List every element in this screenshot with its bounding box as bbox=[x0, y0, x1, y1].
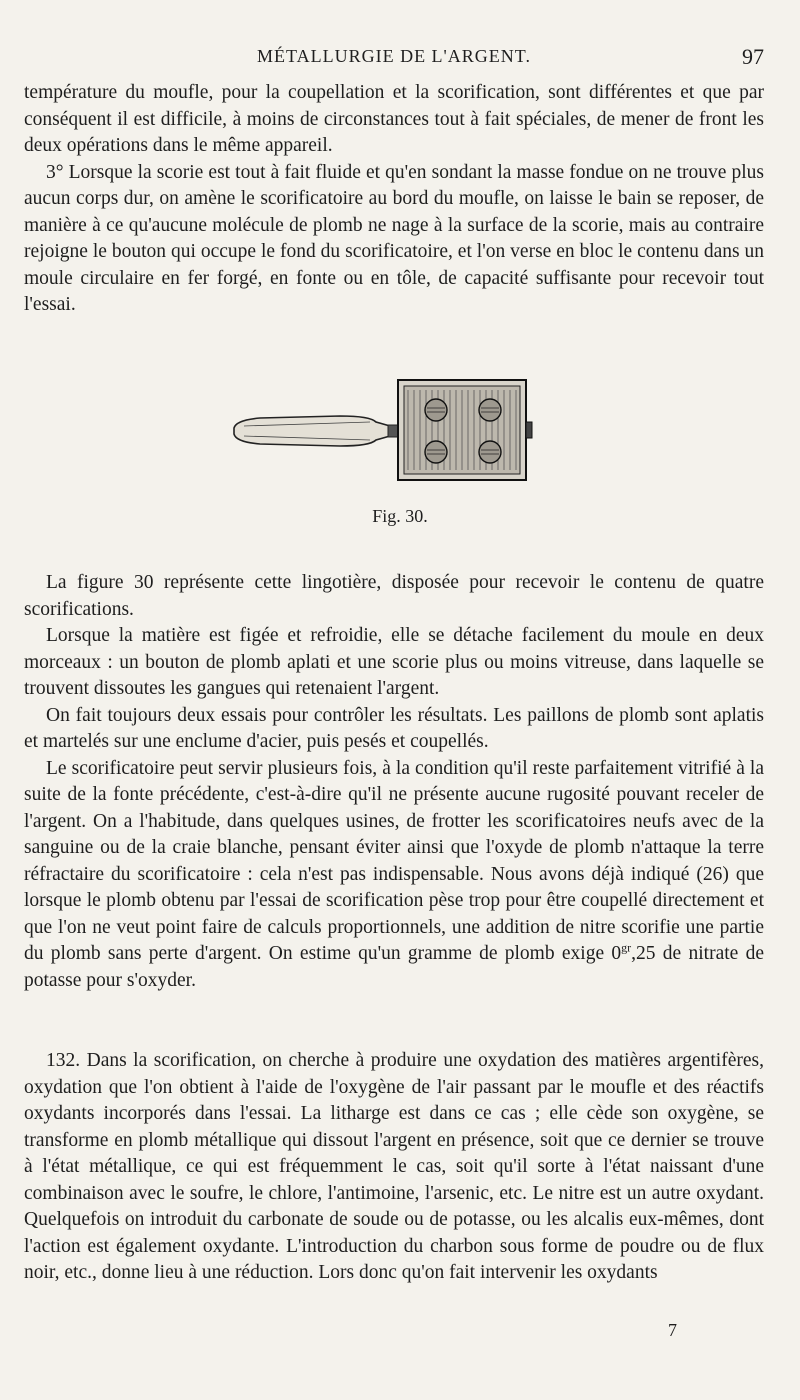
signature-mark: 7 bbox=[668, 1320, 677, 1340]
page-header bbox=[24, 44, 764, 74]
paragraph bbox=[24, 756, 764, 995]
text-block-bottom bbox=[24, 1048, 764, 1287]
text-block-top bbox=[24, 80, 764, 319]
paragraph: 3° Lorsque la scorie est tout à fait fluide et qu'en sondant la masse fondue on ne trouve plus aucun corps dur, on amène le scorificatoire au bord du moufle, on laisse le bain se reposer, de manière à ce qu'aucune molécule de plomb ne nage à la surface de la scorie, mais au contraire rejoigne le bouton qui occupe le fond du scorificatoire, et l'on verse en bloc le contenu dans un moule circulaire en fer forgé, en fonte ou en tôle, de capacité suffisante pour recevoir tout l'essai. bbox=[24, 161, 764, 315]
page-number: 97 bbox=[742, 44, 764, 69]
mould-lug bbox=[526, 422, 532, 438]
paragraph: 132. Dans la scorification, on cherche à produire une oxydation des matières argentifères, oxydation que l'on obtient à l'aide de l'oxygène de l'air passant par le moufle et des réactifs oxydants incorporés dans l'essai. La litharge est dans ce cas ; elle cède son oxygène, se transforme en plomb métallique qui dissout l'argent en présence, soit que ce dernier se trouve à l'état métallique, ce qui est fréquemment le cas, soit qu'il sorte à l'état naissant d'une combinaison avec le soufre, le chlore, l'antimoine, l'arsenic, etc. Le nitre est un autre oxydant. Quelquefois on introduit du carbonate de soude ou de potasse, ou les alcalis eux-mêmes, dont l'action est également oxydante. L'introduction du charbon sous forme de poudre ou de flux noir, etc., donne lieu à une réduction. Lors donc qu'on fait intervenir les oxydants bbox=[24, 1050, 764, 1283]
ingot-mould-figure bbox=[230, 370, 540, 490]
paragraph-text: Le scorificatoire peut servir plusieurs fois, à la condition qu'il reste parfaitement vitrifié à la suite de la fonte précédente, c'est-à-dire qu'il ne présente aucune rugosité pouvant receler de l'argent. On a l'habitude, dans quelques usines, de frotter les scorificatoires neufs avec de la sanguine ou de la craie blanche, pensant éviter ainsi que l'oxyde de plomb n'attaque la terre réfractaire du scorificatoire : cela n'est pas indispensable. Nous avons déjà indiqué (26) que lorsque le plomb obtenu par l'essai de scorification pèse trop pour être coupellé directement et que l'on ne veut point faire de calculs proportionnels, une addition de nitre scorifie une partie du plomb sans perte d'argent. On estime qu'un gramme de plomb exige 0 bbox=[24, 757, 764, 964]
cavity bbox=[479, 399, 501, 421]
paragraph: On fait toujours deux essais pour contrôler les résultats. Les paillons de plomb sont aplatis et martelés sur une enclume d'acier, puis pesés et coupellés. bbox=[24, 704, 764, 752]
text-block-middle bbox=[24, 570, 764, 994]
figure-caption: Fig. 30. bbox=[372, 506, 428, 526]
mould-handle bbox=[234, 416, 390, 446]
paragraph: La figure 30 représente cette lingotière, disposée pour recevoir le contenu de quatre scorifications. bbox=[24, 572, 764, 620]
paragraph: température du moufle, pour la coupellation et la scorification, sont différentes et que par conséquent il est difficile, à moins de circonstances tout à fait spéciales, de mener de front les deux opérations dans le même appareil. bbox=[24, 82, 764, 156]
cavity bbox=[425, 399, 447, 421]
running-title: MÉTALLURGIE DE L'ARGENT. bbox=[257, 46, 531, 66]
cavity bbox=[425, 441, 447, 463]
paragraph: Lorsque la matière est figée et refroidie, elle se détache facilement du moule en deux morceaux : un bouton de plomb aplati et une scorie plus ou moins vitreuse, dans laquelle se trouvent dissoutes les gangues qui retenaient l'argent. bbox=[24, 625, 764, 699]
cavity bbox=[479, 441, 501, 463]
paragraph-text: ,25 de nitrate de potasse pour s'oxyder. bbox=[24, 943, 764, 991]
unit-superscript: gr bbox=[621, 940, 632, 955]
